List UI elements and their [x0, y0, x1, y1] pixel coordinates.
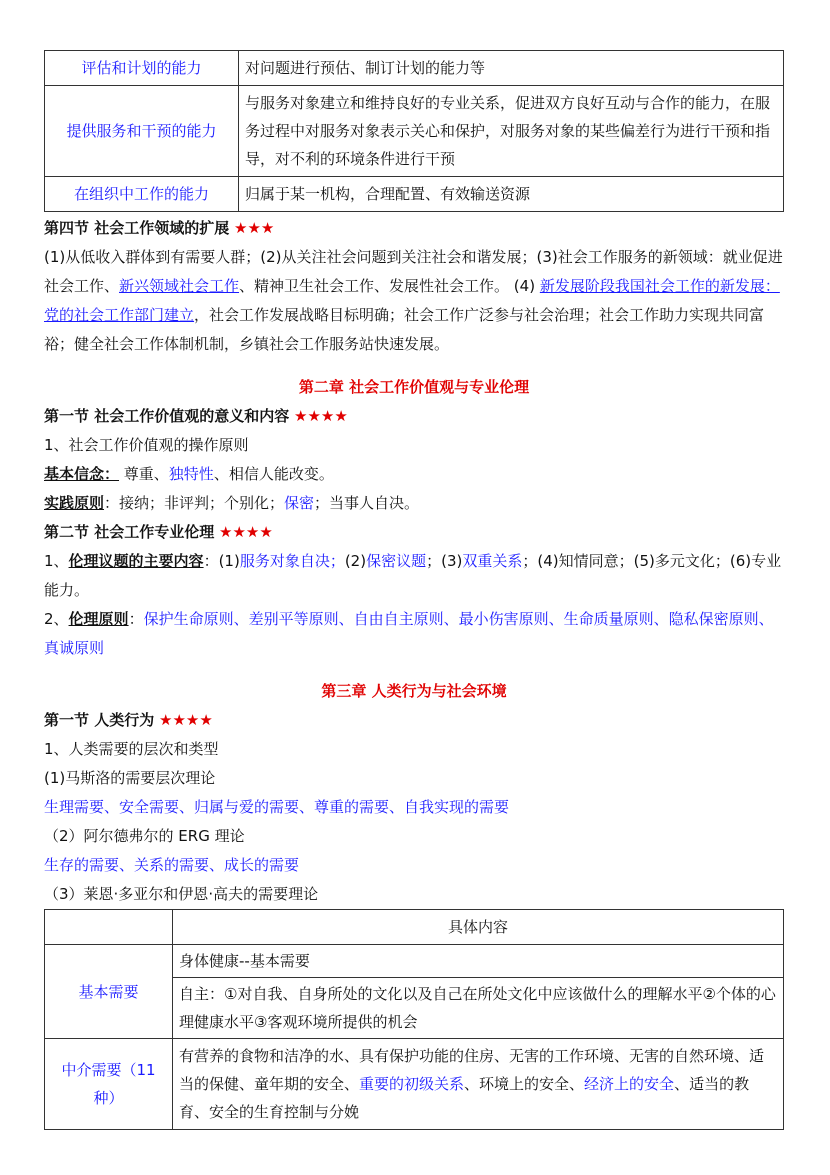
table-row: [45, 1039, 784, 1130]
table-row: [45, 177, 784, 212]
star-rating: ★★★★: [159, 711, 213, 729]
section-title: 第二节 社会工作专业伦理: [44, 523, 215, 541]
ability-content: 归属于某一机构，合理配置、有效输送资源: [239, 177, 784, 212]
section-title: 第四节 社会工作领域的扩展: [44, 219, 230, 237]
needs-content: 自主：①对自我、自身所处的文化以及自己在所处文化中应该做什么的理解水平②个体的心理健康水平③客观环境所提供的机会: [179, 985, 776, 1031]
chapter-title: 第二章 社会工作价值观与专业伦理: [298, 378, 530, 396]
list-item: (1)马斯洛的需要层次理论: [44, 769, 216, 787]
text: 2、: [44, 610, 69, 628]
star-rating: ★★★★: [294, 407, 348, 425]
needs-content: [173, 1039, 784, 1130]
section-title: 第一节 社会工作价值观的意义和内容: [44, 407, 290, 425]
section-heading: [44, 402, 784, 431]
highlight: 经济上的安全: [584, 1075, 675, 1093]
text: 有营养的食物和洁净的水、具有保护功能的住房、无害的工作环境、无害的自然环境、适当的保健、童年期的安全、: [179, 1047, 765, 1093]
document-page: [44, 50, 784, 1130]
ability-label: 提供服务和干预的能力: [45, 86, 239, 177]
text: ；(4)知情同意；(5)多元文化；(6)专业能力。: [44, 552, 782, 599]
ability-table: [44, 50, 784, 212]
text: ；(3): [426, 552, 463, 570]
highlight: 保护生命原则、差别平等原则、自由自主原则、最小伤害原则、生命质量原则、隐私保密原则、真诚原则: [44, 610, 774, 657]
text: 、相信人能改变。: [213, 465, 334, 483]
table-row: [45, 51, 784, 86]
label: 伦理原则: [68, 610, 129, 628]
text: ：(1): [203, 552, 240, 570]
empty-cell: [45, 910, 173, 945]
highlight: 保密: [284, 494, 315, 512]
highlight-line: 生理需要、安全需要、归属与爱的需要、尊重的需要、自我实现的需要: [44, 798, 510, 816]
section-heading: [44, 518, 784, 547]
paragraph: [44, 243, 784, 359]
paragraph: [44, 605, 784, 663]
link-text: 新发展阶段我国社会工作的新发展：党的社会工作部门建立: [44, 277, 780, 324]
list-item: （2）阿尔德弗尔的 ERG 理论: [44, 827, 245, 845]
text: ：: [128, 610, 144, 628]
text: (2): [344, 552, 367, 570]
text: ：接纳；非评判；个别化；: [104, 494, 285, 512]
highlight: 双重关系: [462, 552, 523, 570]
inner-table: [173, 945, 783, 1038]
table-row: [45, 86, 784, 177]
needs-label: 中介需要（11种）: [45, 1039, 173, 1130]
paragraph: [44, 547, 784, 605]
text: 、环境上的安全、: [464, 1075, 585, 1093]
label: 伦理议题的主要内容: [68, 552, 204, 570]
table-row: [45, 945, 784, 1039]
list-item: 1、社会工作价值观的操作原则: [44, 436, 249, 454]
text: ，社会工作发展战略目标明确；社会工作广泛参与社会治理；社会工作助力实现共同富裕；健全社会工作体制机制，乡镇社会工作服务站快速发展。: [44, 306, 765, 353]
star-rating: ★★★★: [219, 523, 273, 541]
ability-label: 在组织中工作的能力: [45, 177, 239, 212]
label: 基本信念：: [44, 465, 120, 483]
highlight: 服务对象自决；: [239, 552, 345, 570]
ability-content: 与服务对象建立和维持良好的专业关系，促进双方良好互动与合作的能力，在服务过程中对服务对象表示关心和保护，对服务对象的某些偏差行为进行干预和指导，对不利的环境条件进行干预: [239, 86, 784, 177]
table-header: 具体内容: [173, 910, 784, 945]
highlight: 重要的初级关系: [359, 1075, 465, 1093]
link-text: 新兴领域社会工作: [119, 277, 240, 295]
section-heading: [44, 706, 784, 735]
needs-label: 基本需要: [45, 945, 173, 1039]
text: 1、: [44, 552, 69, 570]
needs-table: [44, 909, 784, 1130]
paragraph: [44, 489, 784, 518]
list-item: （3）莱恩·多亚尔和伊恩·高夫的需要理论: [44, 885, 319, 903]
text: (1)从低收入群体到有需要人群；(2)从关注社会问题到关注社会和谐发展；(3)社会工作服务的新领域：就业促进社会工作、: [44, 248, 783, 295]
text: 、精神卫生社会工作、发展性社会工作。 (4): [239, 277, 540, 295]
highlight: 保密议题: [366, 552, 427, 570]
star-rating: ★★★: [234, 219, 275, 237]
ability-label: 评估和计划的能力: [45, 51, 239, 86]
section-title: 第一节 人类行为: [44, 711, 155, 729]
section-heading: [44, 214, 784, 243]
list-item: 1、人类需要的层次和类型: [44, 740, 219, 758]
highlight: 独特性: [168, 465, 214, 483]
needs-content: 身体健康--基本需要: [173, 945, 783, 978]
paragraph: [44, 460, 784, 489]
chapter-title: 第三章 人类行为与社会环境: [321, 682, 507, 700]
text: 尊重、: [119, 465, 169, 483]
table-header-row: [45, 910, 784, 945]
needs-content-cell: [173, 945, 784, 1039]
text: ；当事人自决。: [314, 494, 420, 512]
highlight-line: 生存的需要、关系的需要、成长的需要: [44, 856, 300, 874]
text: 、适当的教育、安全的生育控制与分娩: [179, 1075, 750, 1121]
label: 实践原则: [44, 494, 105, 512]
ability-content: 对问题进行预估、制订计划的能力等: [239, 51, 784, 86]
